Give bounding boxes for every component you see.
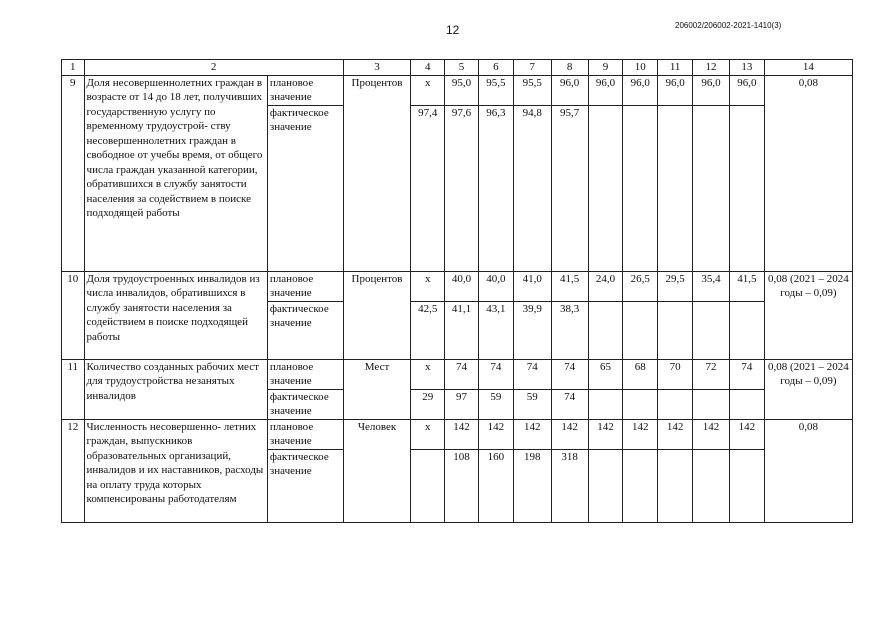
header-cell: 10: [623, 60, 658, 76]
header-cell: 9: [588, 60, 623, 76]
header-cell: 13: [729, 60, 764, 76]
plan-value-cell: 95,5: [478, 75, 513, 105]
header-cell: 8: [551, 60, 588, 76]
plan-value-cell: 74: [551, 359, 588, 389]
plan-value-cell: 96,0: [693, 75, 730, 105]
fact-value-cell: [411, 449, 445, 522]
plan-value-cell: 41,5: [551, 271, 588, 301]
row-number: 12: [62, 419, 85, 522]
header-cell: 1: [62, 60, 85, 76]
plan-value-cell: 95,5: [513, 75, 551, 105]
header-cell: 6: [478, 60, 513, 76]
fact-value-cell: 59: [513, 389, 551, 419]
plan-value-cell: 96,0: [623, 75, 658, 105]
weight-cell: 0,08: [764, 75, 852, 271]
plan-value-cell: 70: [658, 359, 693, 389]
fact-value-cell: 38,3: [551, 301, 588, 359]
plan-value-cell: 35,4: [693, 271, 730, 301]
fact-value-cell: 43,1: [478, 301, 513, 359]
plan-value-cell: 26,5: [623, 271, 658, 301]
plan-value-cell: 29,5: [658, 271, 693, 301]
plan-value-cell: 74: [478, 359, 513, 389]
fact-value-cell: 96,3: [478, 105, 513, 271]
fact-value-cell: 97,4: [411, 105, 445, 271]
indicator-name: Количество созданных рабочих мест для трудоустройства незанятых инвалидов: [84, 359, 267, 419]
fact-value-cell: [729, 389, 764, 419]
fact-value-cell: 74: [551, 389, 588, 419]
header-cell: 12: [693, 60, 730, 76]
plan-value-cell: 95,0: [445, 75, 479, 105]
fact-value-cell: 95,7: [551, 105, 588, 271]
weight-cell: 0,08 (2021 – 2024 годы – 0,09): [764, 359, 852, 419]
fact-value-cell: [658, 301, 693, 359]
plan-value-cell: 142: [658, 419, 693, 449]
plan-value-cell: х: [411, 75, 445, 105]
indicator-name: Доля трудоустроенных инвалидов из числа инвалидов, обратившихся в службу занятости населения за содействием в поиске подходящей работы: [84, 271, 267, 359]
unit-cell: Человек: [343, 419, 411, 522]
weight-cell: 0,08: [764, 419, 852, 522]
plan-value-cell: 40,0: [445, 271, 479, 301]
plan-value-cell: 142: [693, 419, 730, 449]
plan-value-cell: 96,0: [729, 75, 764, 105]
plan-value-cell: 142: [478, 419, 513, 449]
plan-value-cell: 41,5: [729, 271, 764, 301]
table-row: [62, 271, 853, 301]
fact-value-cell: [623, 301, 658, 359]
header-cell: 11: [658, 60, 693, 76]
fact-value-cell: [729, 105, 764, 271]
plan-value-cell: 74: [445, 359, 479, 389]
fact-value-cell: 29: [411, 389, 445, 419]
plan-value-cell: 72: [693, 359, 730, 389]
fact-value-cell: 318: [551, 449, 588, 522]
header-cell: 14: [764, 60, 852, 76]
plan-value-cell: 96,0: [658, 75, 693, 105]
fact-label: фактическое значение: [267, 449, 343, 522]
header-row: [62, 60, 853, 76]
fact-value-cell: 39,9: [513, 301, 551, 359]
plan-value-cell: х: [411, 271, 445, 301]
plan-value-cell: 142: [445, 419, 479, 449]
plan-value-cell: х: [411, 359, 445, 389]
fact-value-cell: [588, 449, 623, 522]
fact-label: фактическое значение: [267, 389, 343, 419]
fact-value-cell: 97,6: [445, 105, 479, 271]
fact-value-cell: 97: [445, 389, 479, 419]
fact-value-cell: [693, 301, 730, 359]
fact-value-cell: [623, 105, 658, 271]
unit-cell: Мест: [343, 359, 411, 419]
fact-label: фактическое значение: [267, 105, 343, 271]
plan-value-cell: 74: [729, 359, 764, 389]
plan-value-cell: 96,0: [551, 75, 588, 105]
page-number: 12: [446, 23, 460, 37]
header-cell: 2: [84, 60, 343, 76]
plan-value-cell: 74: [513, 359, 551, 389]
fact-value-cell: [588, 389, 623, 419]
table-row: [62, 359, 853, 389]
fact-value-cell: 94,8: [513, 105, 551, 271]
plan-value-cell: 40,0: [478, 271, 513, 301]
unit-cell: Процентов: [343, 75, 411, 271]
fact-value-cell: [623, 389, 658, 419]
indicator-name: Численность несовершенно- летних граждан, выпускников образовательных организаций, инвалидов и их наставников, расходы на оплату труда которых компенсированы работодателям: [84, 419, 267, 522]
plan-value-cell: 142: [588, 419, 623, 449]
plan-label: плановое значение: [267, 419, 343, 449]
indicator-name: Доля несовершеннолетних граждан в возрасте от 14 до 18 лет, получивших государственную услугу по временному трудоустрой- ству несовершеннолетних граждан в свободное от учебы время, от общего числа граждан указанной категории, обратившихся в службу занятости населения за содействием в поиске подходящей работы: [84, 75, 267, 271]
row-number: 11: [62, 359, 85, 419]
plan-value-cell: 142: [513, 419, 551, 449]
fact-value-cell: [623, 449, 658, 522]
fact-value-cell: [729, 301, 764, 359]
unit-cell: Процентов: [343, 271, 411, 359]
header-cell: 5: [445, 60, 479, 76]
fact-label: фактическое значение: [267, 301, 343, 359]
fact-value-cell: [693, 449, 730, 522]
header-cell: 3: [343, 60, 411, 76]
plan-label: плановое значение: [267, 75, 343, 105]
plan-value-cell: 142: [623, 419, 658, 449]
fact-value-cell: [588, 301, 623, 359]
plan-value-cell: 24,0: [588, 271, 623, 301]
fact-value-cell: 42,5: [411, 301, 445, 359]
fact-value-cell: [693, 105, 730, 271]
table-row: [62, 419, 853, 449]
fact-value-cell: [588, 105, 623, 271]
weight-cell: 0,08 (2021 – 2024 годы – 0,09): [764, 271, 852, 359]
fact-value-cell: 59: [478, 389, 513, 419]
plan-value-cell: 68: [623, 359, 658, 389]
header-cell: 4: [411, 60, 445, 76]
fact-value-cell: 198: [513, 449, 551, 522]
fact-value-cell: 160: [478, 449, 513, 522]
table-row: [62, 75, 853, 105]
fact-value-cell: [658, 105, 693, 271]
header-cell: 7: [513, 60, 551, 76]
fact-value-cell: 108: [445, 449, 479, 522]
fact-value-cell: [693, 389, 730, 419]
plan-value-cell: 142: [551, 419, 588, 449]
plan-value-cell: 41,0: [513, 271, 551, 301]
document-code: 206002/206002-2021-1410(3): [675, 21, 782, 30]
row-number: 10: [62, 271, 85, 359]
plan-value-cell: 142: [729, 419, 764, 449]
fact-value-cell: [729, 449, 764, 522]
row-number: 9: [62, 75, 85, 271]
plan-value-cell: 65: [588, 359, 623, 389]
fact-value-cell: [658, 449, 693, 522]
fact-value-cell: 41,1: [445, 301, 479, 359]
indicators-table: [61, 59, 853, 523]
plan-value-cell: х: [411, 419, 445, 449]
plan-label: плановое значение: [267, 271, 343, 301]
fact-value-cell: [658, 389, 693, 419]
plan-label: плановое значение: [267, 359, 343, 389]
plan-value-cell: 96,0: [588, 75, 623, 105]
